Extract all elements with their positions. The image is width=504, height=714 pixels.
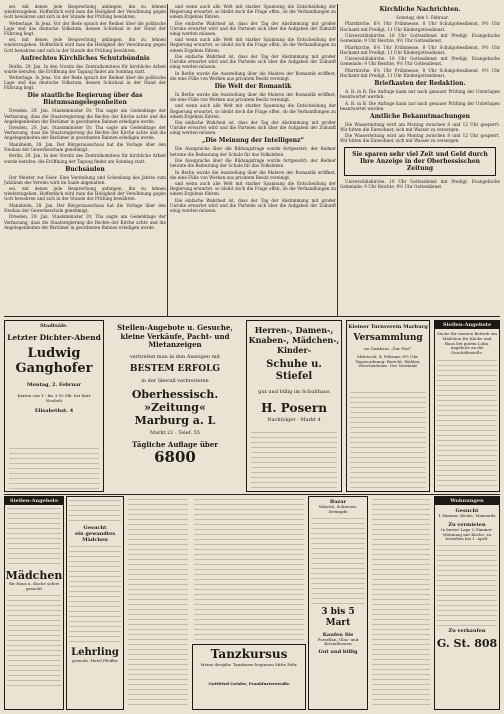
- ad-text: Wäsche, Schürzen, Strümpfe: [318, 504, 358, 514]
- article-heading: Die Welt der Romantik: [214, 82, 292, 90]
- ad-text-block: [251, 431, 337, 489]
- ad-wohnungen: [434, 496, 500, 710]
- article-paragraph: und wenn auch alle Welt mit starker Spannung die Entscheidung der Regierung erwartet, so bleibt doch die Frage offen, ob die Verhandlungen zu einem Ergebnis führen.: [170, 37, 336, 53]
- ad-stellen-angebote: [4, 496, 64, 710]
- ad-title: Lehrling: [71, 647, 119, 658]
- ad-address: Elisabethst. 4: [34, 407, 74, 414]
- ad-heading: Stadtsäle.: [40, 323, 68, 329]
- article-paragraph: Die einfache Wahrheit ist, dass der Tag der Abstimmung mit großer Unruhe erwartet wird und die Parteien sich über die Aufgaben der Zukunft einig werden müssen.: [170, 54, 336, 70]
- ad-text: In bester Lage 2-Zimmer-Wohnung mit Küche, zu beziehen bis 1. April.: [441, 526, 493, 542]
- ad-line: in der überall verbreiteten: [141, 377, 209, 384]
- article-paragraph: In Berlin wurde die Ausstellung über die Malerei der Romantik eröffnet, die eine Fülle von Werken aus privatem Besitz vereinigt.: [170, 70, 336, 81]
- ad-heading: Stellen-Angebote: [435, 321, 499, 329]
- ad-turnverein: [346, 320, 430, 492]
- ad-text-block: [9, 447, 99, 489]
- notice-box: Sie sparen sehr viel Zeit und Geld durch Ihre Anzeige in der Oberhessischen Zeitung: [344, 147, 496, 176]
- article-paragraph: Dresden, 29. Jan. Staatsminister Dr. Tha sagte am Gedenktage der Verfassung, dass die Staatsregierung die Rechte der Kirche achte und die Angelegenheiten der Bistümer in geordneten Bahnen erledigen werde.: [4, 108, 166, 124]
- ad-line: BESTEM ERFOLG: [129, 363, 221, 374]
- classified-ads: [4, 496, 500, 712]
- ad-misc-column-2: [370, 496, 432, 710]
- article-paragraph: Der Meister zur Feier. Eine Vorstellung und Schenkung des Jahres zum Jubiläum des Vereins wird im Saale abgehalten.: [4, 174, 166, 185]
- article-paragraph: sei, mit denen jede Besprechung anfangen, ihn zu lehnen wiederzugeben. Hoffentlich wird man die Heiligkeit der Versöhnung gegen Gott bewahren und sich in der Stunde der Prüfung bewähren.: [4, 37, 166, 53]
- ad-title: Letzter Dichter-Abend: [7, 333, 101, 342]
- article-paragraph: A. B. in B. Die Anfrage kann nur nach genauer Prüfung der Unterlagen beantwortet werden.: [340, 100, 500, 111]
- ad-text-block: [194, 498, 304, 640]
- article-paragraph: In Berlin wurde die Ausstellung über die Malerei der Romantik eröffnet, die eine Fülle von Werken aus privatem Besitz vereinigt.: [170, 91, 336, 102]
- ad-title: Zu verkaufen: [448, 628, 486, 635]
- ad-text: im Gasthaus „Zur Post“: [364, 346, 412, 351]
- article-paragraph: sei, mit denen jede Besprechung anfangen, ihn zu lehnen wiederzugeben. Hoffentlich wird man die Heiligkeit der Versöhnung gegen Gott bewahren und sich in der Stunde der Prüfung bewähren.: [4, 4, 166, 20]
- ad-circulation: 6800: [154, 447, 196, 466]
- article-paragraph: Wetterlage. In Jena. Vor der Rede sprach der Redner über die politische Lage und das deutsche Volkstum, dessen Schicksal in der Hand der Führung liegt.: [4, 75, 166, 91]
- ad-title: Zu vermieten: [448, 521, 486, 528]
- ad-code: G. St. 808: [436, 637, 498, 651]
- section-divider: [4, 316, 500, 317]
- section-heading: Amtliche Bekanntmachungen: [369, 112, 471, 120]
- article-paragraph: Berlin, 29. Jan. In den Vorsitz des Zentralkomitees für kirchliche Arbeit wurde berufen; die Eröffnung der Tagung findet am Sonntag statt.: [4, 63, 166, 74]
- ad-misc-column: [126, 496, 190, 710]
- article-paragraph: Dresden, 29. Jan. Staatsminister Dr. Tha sagte am Gedenktage der Verfassung, dass die Staatsregierung die Rechte der Kirche achte und die Angelegenheiten der Bistümer in geordneten Bahnen erledigen werde.: [4, 214, 166, 230]
- article-paragraph: Universitätskirche. 10 Uhr Gottesdienst mit Predigt. Evangelische Gemeinde: 9 Uhr Beichte, 9½ Uhr Gottesdienst.: [340, 56, 500, 67]
- ad-title: Kaufen Sie: [322, 631, 354, 638]
- article-paragraph: Pfarrkirche. 6½ Uhr Frühmesse, 8 Uhr Schulgottesdienst, 9½ Uhr Hochamt mit Predigt, 11 Uhr Kindergottesdienst.: [340, 67, 500, 78]
- article-paragraph: Universitätskirche. 10 Uhr Gottesdienst mit Predigt. Evangelische Gemeinde: 9 Uhr Beichte, 9½ Uhr Gottesdienst.: [340, 33, 500, 44]
- article-paragraph: Die Aussprache über die Bildungsfrage wurde fortgesetzt; der Redner betonte die Bedeutung der Schule für das Volksleben.: [170, 146, 336, 157]
- ad-text: Meine diesjähr. Tanzkurse beginnen Mitte Febr.: [200, 662, 298, 667]
- ad-text-block: [350, 391, 426, 489]
- article-paragraph: Dresden, 29. Jan. Staatsminister Dr. Tha sagte am Gedenktage der Verfassung, dass die Staatsregierung die Rechte der Kirche achte und die Angelegenheiten der Bistümer in geordneten Bahnen erledigen werde.: [4, 125, 166, 141]
- ad-name: Gottfried Geisler, Frankfurterstraße: [208, 680, 290, 686]
- column-divider: [167, 4, 168, 316]
- ad-title: Mädchen: [5, 569, 63, 582]
- ad-line: Markt 21 · Telef. 55: [150, 429, 200, 436]
- article-heading: „Die Meinung der Intelligenz“: [201, 137, 305, 145]
- ad-text-block: [437, 359, 497, 489]
- ad-schuhe: [246, 320, 342, 492]
- article-paragraph: Pfarrkirche. 6½ Uhr Frühmesse, 8 Uhr Schulgottesdienst, 9½ Uhr Hochamt mit Predigt, 11 Uhr Kindergottesdienst.: [340, 44, 500, 55]
- article-paragraph: Mannheim, 28. Jan. Der Bürgerausschuss hat die Vorlage über den Neubau der Gewerbeschule genehmigt.: [4, 141, 166, 152]
- ad-zeitung: [108, 320, 242, 492]
- ad-text: Suche für meinen Betrieb ein Mädchen für Küche und Haus bei gutem Lohn. Angebote an die Geschäftsstelle.: [437, 331, 497, 356]
- article-paragraph: Die Wasserleitung wird am Montag zwischen 8 und 12 Uhr gesperrt. Wir bitten die Einwohner, sich mit Wasser zu versorgen.: [340, 133, 500, 144]
- article-paragraph: sei, mit denen jede Besprechung anfangen, ihn zu lehnen wiederzugeben. Hoffentlich wird man die Heiligkeit der Versöhnung gegen Gott bewahren und sich in der Stunde der Prüfung bewähren.: [4, 186, 166, 202]
- ad-misc-block: [192, 496, 306, 642]
- ad-text: gut und billig im Schuhhaus: [258, 389, 330, 395]
- ad-text-block: [372, 498, 430, 708]
- ad-line: verbreitet man in den Anzeigen mit: [129, 353, 221, 360]
- article-paragraph: Mannheim, 28. Jan. Der Bürgerausschuss hat die Vorlage über den Neubau der Gewerbeschule genehmigt.: [4, 202, 166, 213]
- ad-line: Marburg a. L: [134, 413, 216, 427]
- article-paragraph: Pfarrkirche. 6½ Uhr Frühmesse, 8 Uhr Schulgottesdienst, 9½ Uhr Hochamt mit Predigt, 11 Uhr Kindergottesdienst.: [340, 21, 500, 32]
- article-heading: Aufrechtes Kirchliches Schutzbündnis: [20, 54, 150, 62]
- ad-text-block: [69, 545, 121, 645]
- ad-title: Versammlung: [353, 333, 423, 343]
- ad-price: 3 bis 5 Mart: [321, 606, 355, 628]
- ad-text-block: [7, 507, 61, 567]
- ad-heading: Stellen-Angebote: [5, 497, 63, 505]
- section-subheading: Sonntag, den 1. Februar.: [396, 15, 449, 20]
- ad-text-block: [128, 498, 188, 708]
- ad-text: 1 Zimmer, Küche, Mansarde: [438, 513, 496, 518]
- article-paragraph: und wenn auch alle Welt mit starker Spannung die Entscheidung der Regierung erwartet, so bleibt doch die Frage offen, ob die Verhandlungen zu einem Ergebnis führen.: [170, 181, 336, 197]
- ad-text: für Haus u. Küche sofort gesucht: [9, 581, 59, 591]
- ad-tanzkursus: [192, 644, 306, 710]
- article-heading: Die staatliche Regierung über das Bistumsangelegenheiten: [27, 92, 143, 107]
- ad-title: Gesucht: [83, 525, 107, 531]
- ad-text: Gut und billig: [318, 649, 358, 656]
- ad-line: Oberhessisch. »Zeitung«: [131, 387, 219, 414]
- ad-title: Gesucht: [455, 508, 479, 514]
- ad-date: Montag, 2. Februar: [26, 382, 82, 388]
- ad-heading: Wohnungen: [435, 497, 499, 505]
- article-paragraph: und wenn auch alle Welt mit starker Spannung die Entscheidung der Regierung erwartet, so bleibt doch die Frage offen, ob die Verhandlungen zu einem Ergebnis führen.: [170, 4, 336, 20]
- ad-gesucht: [66, 496, 124, 710]
- ad-text-block: [311, 517, 365, 605]
- ad-stellen: [434, 320, 500, 492]
- ad-text: Karten von 1.- bis 3.50 Mk. bei Kurt Neubelt: [17, 393, 91, 403]
- ad-text-block: [437, 544, 497, 626]
- article-paragraph: Universitätskirche. 10 Uhr Gottesdienst mit Predigt. Evangelische Gemeinde: 9 Uhr Beichte, 9½ Uhr Gottesdienst.: [340, 178, 500, 189]
- ad-bazar: [308, 496, 368, 710]
- ad-line: Tägliche Auflage über: [132, 439, 218, 449]
- article-column-3: [340, 4, 500, 320]
- ad-text: Nachfolger · Markt 4: [267, 417, 321, 423]
- article-paragraph: und wenn auch alle Welt mit starker Spannung die Entscheidung der Regierung erwartet, so bleibt doch die Frage offen, ob die Verhandlungen zu einem Ergebnis führen.: [170, 103, 336, 119]
- ad-dichter-abend: [4, 320, 104, 492]
- article-paragraph: Die Aussprache über die Bildungsfrage wurde fortgesetzt; der Redner betonte die Bedeutung der Schule für das Volksleben.: [170, 157, 336, 169]
- article-paragraph: Die Wasserleitung wird am Montag zwischen 8 und 12 Uhr gesperrt. Wir bitten die Einwohner, sich mit Wasser zu versorgen.: [340, 121, 500, 132]
- ad-text: ein gewandtes Mädchen: [74, 531, 116, 543]
- article-heading: Buchsäulen: [65, 165, 105, 173]
- article-paragraph: In Berlin wurde die Ausstellung über die Malerei der Romantik eröffnet, die eine Fülle von Werken aus privatem Besitz vereinigt.: [170, 169, 336, 180]
- ad-text-block: [7, 594, 61, 690]
- column-divider: [337, 4, 338, 316]
- ad-name: H. Posern: [261, 401, 327, 415]
- display-ads-band: [4, 318, 500, 494]
- article-paragraph: Wetterlage. In Jena. Vor der Rede sprach der Redner über die politische Lage und das deutsche Volkstum, dessen Schicksal in der Hand der Führung liegt.: [4, 20, 166, 36]
- article-paragraph: A. B. in B. Die Anfrage kann nur nach genauer Prüfung der Unterlagen beantwortet werden.: [340, 88, 500, 100]
- ad-text: Porzellan, Glas- und Kristallwaren: [317, 636, 359, 647]
- ad-name: Ludwig Ganghofer: [15, 346, 93, 376]
- ad-title: Schuhe u. Stiefel: [266, 359, 322, 382]
- ad-text-block: [69, 499, 121, 523]
- ad-line: Stellen-Angebote u. Gesuche, kleine Verkäufe, Pacht- und Mietanzeigen: [117, 323, 233, 349]
- article-paragraph: Die einfache Wahrheit ist, dass der Tag der Abstimmung mit großer Unruhe erwartet wird und die Parteien sich über die Aufgaben der Zukunft einig werden müssen.: [170, 120, 336, 136]
- article-column-2: [170, 4, 336, 320]
- section-heading: Briefkasten der Redaktion.: [374, 79, 466, 87]
- article-paragraph: Die einfache Wahrheit ist, dass der Tag der Abstimmung mit großer Unruhe erwartet wird und die Parteien sich über die Aufgaben der Zukunft einig werden müssen.: [170, 197, 336, 213]
- ad-heading: Herren-, Damen-, Knaben-, Mädchen-, Kinder-: [248, 325, 340, 355]
- section-heading: Kirchliche Nachrichten.: [379, 6, 461, 13]
- section-divider: [4, 494, 500, 495]
- ad-text: gesucht. Hotel Pfeiffer: [72, 658, 118, 663]
- ad-title: Bazar: [329, 499, 347, 505]
- ad-title: Tanzkursus: [210, 647, 288, 661]
- ad-heading: Kleiner Turnverein Marburg: [348, 324, 428, 330]
- article-paragraph: Die einfache Wahrheit ist, dass der Tag der Abstimmung mit großer Unruhe erwartet wird und die Parteien sich über die Aufgaben der Zukunft einig werden müssen.: [170, 20, 336, 36]
- article-paragraph: Berlin, 29. Jan. In den Vorsitz des Zentralkomitees für kirchliche Arbeit wurde berufen; die Eröffnung der Tagung findet am Sonntag statt.: [4, 153, 166, 164]
- article-column-1: [4, 4, 166, 320]
- ad-text: Mittwoch, 4. Februar, 8½ Uhr. Tagesordnung: Bericht, Wahlen, Verschiedenes. Der Vorstand.: [355, 353, 421, 369]
